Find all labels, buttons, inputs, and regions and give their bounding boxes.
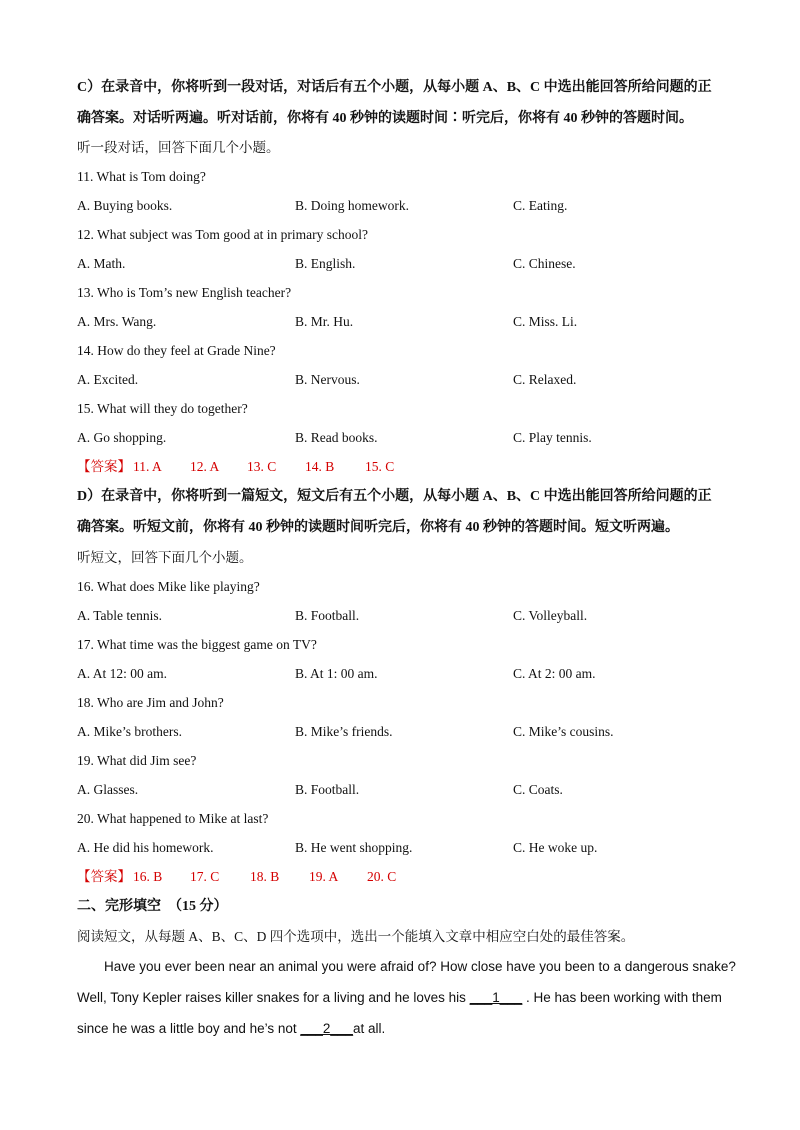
answer-item: 16. B	[133, 869, 163, 884]
passage-text: Well, Tony Kepler raises killer snakes for a living and he loves his	[77, 990, 470, 1005]
option-b: B. English.	[295, 256, 356, 271]
question-12-options	[0, 255, 800, 273]
passage-line-3	[77, 1020, 385, 1038]
passage-line-1: Have you ever been near an animal you were afraid of? How close have you been to a dangerous snake?	[104, 959, 736, 974]
option-c: C. Mike’s cousins.	[513, 724, 614, 739]
section-c-instruction-line2: 确答案。对话听两遍。听对话前，你将有 40 秒钟的读题时间∶听完后，你将有 40 秒钟的答题时间。	[77, 111, 693, 126]
answer-item: 11. A	[133, 459, 162, 474]
option-b: B. Football.	[295, 782, 360, 797]
passage-line-2	[77, 989, 722, 1007]
question-16: 16. What does Mike like playing?	[77, 579, 260, 594]
answer-item: 15. C	[365, 459, 395, 474]
question-16-options	[0, 607, 800, 625]
option-a: A. Table tennis.	[77, 608, 163, 623]
answer-item: 12. A	[190, 459, 220, 474]
option-c: C. Eating.	[513, 198, 568, 213]
section-d-answer-key	[77, 868, 477, 886]
question-12: 12. What subject was Tom good at in primary school?	[77, 227, 369, 242]
option-b: B. At 1: 00 am.	[295, 666, 378, 681]
answer-item: 18. B	[250, 869, 280, 884]
question-13: 13. Who is Tom’s new English teacher?	[77, 285, 292, 300]
section-c-instruction-line1: C）在录音中，你将听到一段对话，对话后有五个小题，从每小题 A、B、C 中选出能回答所给问题的正	[77, 80, 712, 95]
answer-label: 【答案】	[77, 459, 131, 474]
option-a: A. At 12: 00 am.	[77, 666, 167, 681]
option-c: C. He woke up.	[513, 840, 598, 855]
question-11: 11. What is Tom doing?	[77, 169, 206, 184]
question-15-options	[0, 429, 800, 447]
question-15: 15. What will they do together?	[77, 401, 248, 416]
section-d-listen-prompt: 听短文，回答下面几个小题。	[77, 550, 253, 565]
option-a: A. Glasses.	[77, 782, 139, 797]
option-c: C. Play tennis.	[513, 430, 592, 445]
answer-item: 19. A	[309, 869, 339, 884]
blank-2: ___2___	[300, 1021, 353, 1036]
option-a: A. He did his homework.	[77, 840, 214, 855]
answer-item: 17. C	[190, 869, 220, 884]
passage-text: at all.	[352, 1021, 386, 1036]
option-a: A. Excited.	[77, 372, 139, 387]
passage-text: . He has been working with them	[522, 990, 722, 1005]
option-c: C. Miss. Li.	[513, 314, 578, 329]
option-b: B. He went shopping.	[295, 840, 413, 855]
option-a: A. Mike’s brothers.	[77, 724, 182, 739]
option-c: C. Volleyball.	[513, 608, 588, 623]
option-a: A. Buying books.	[77, 198, 173, 213]
option-a: A. Mrs. Wang.	[77, 314, 157, 329]
option-b: B. Read books.	[295, 430, 378, 445]
question-19: 19. What did Jim see?	[77, 753, 197, 768]
option-b: B. Football.	[295, 608, 360, 623]
option-b: B. Mike’s friends.	[295, 724, 393, 739]
question-14-options	[0, 371, 800, 389]
blank-1: ___1___	[469, 990, 523, 1005]
option-c: C. Coats.	[513, 782, 563, 797]
question-11-options	[0, 197, 800, 215]
question-17-options	[0, 665, 800, 683]
option-c: C. At 2: 00 am.	[513, 666, 596, 681]
cloze-heading: 二、完形填空 （15 分）	[77, 899, 228, 914]
section-d-instruction-line1: D）在录音中，你将听到一篇短文，短文后有五个小题，从每小题 A、B、C 中选出能回答所给问题的正	[77, 489, 712, 504]
question-18: 18. Who are Jim and John?	[77, 695, 224, 710]
cloze-instruction: 阅读短文，从每题 A、B、C、D 四个选项中，选出一个能填入文章中相应空白处的最佳答案。	[77, 929, 635, 944]
option-c: C. Relaxed.	[513, 372, 577, 387]
answer-item: 20. C	[367, 869, 397, 884]
question-20: 20. What happened to Mike at last?	[77, 811, 269, 826]
section-c-answer-key	[77, 458, 477, 476]
answer-item: 14. B	[305, 459, 335, 474]
question-19-options	[0, 781, 800, 799]
option-b: B. Doing homework.	[295, 198, 409, 213]
option-a: A. Math.	[77, 256, 126, 271]
answer-label: 【答案】	[77, 869, 131, 884]
passage-text: since he was a little boy and he’s not	[77, 1021, 301, 1036]
section-c-listen-prompt: 听一段对话，回答下面几个小题。	[77, 140, 280, 155]
answer-item: 13. C	[247, 459, 277, 474]
question-20-options	[0, 839, 800, 857]
section-d-instruction-line2: 确答案。听短文前，你将有 40 秒钟的读题时间听完后，你将有 40 秒钟的答题时间。短文听两遍。	[77, 520, 679, 535]
option-c: C. Chinese.	[513, 256, 576, 271]
question-13-options	[0, 313, 800, 331]
option-b: B. Nervous.	[295, 372, 360, 387]
question-14: 14. How do they feel at Grade Nine?	[77, 343, 276, 358]
option-b: B. Mr. Hu.	[295, 314, 354, 329]
question-18-options	[0, 723, 800, 741]
question-17: 17. What time was the biggest game on TV?	[77, 637, 317, 652]
option-a: A. Go shopping.	[77, 430, 167, 445]
